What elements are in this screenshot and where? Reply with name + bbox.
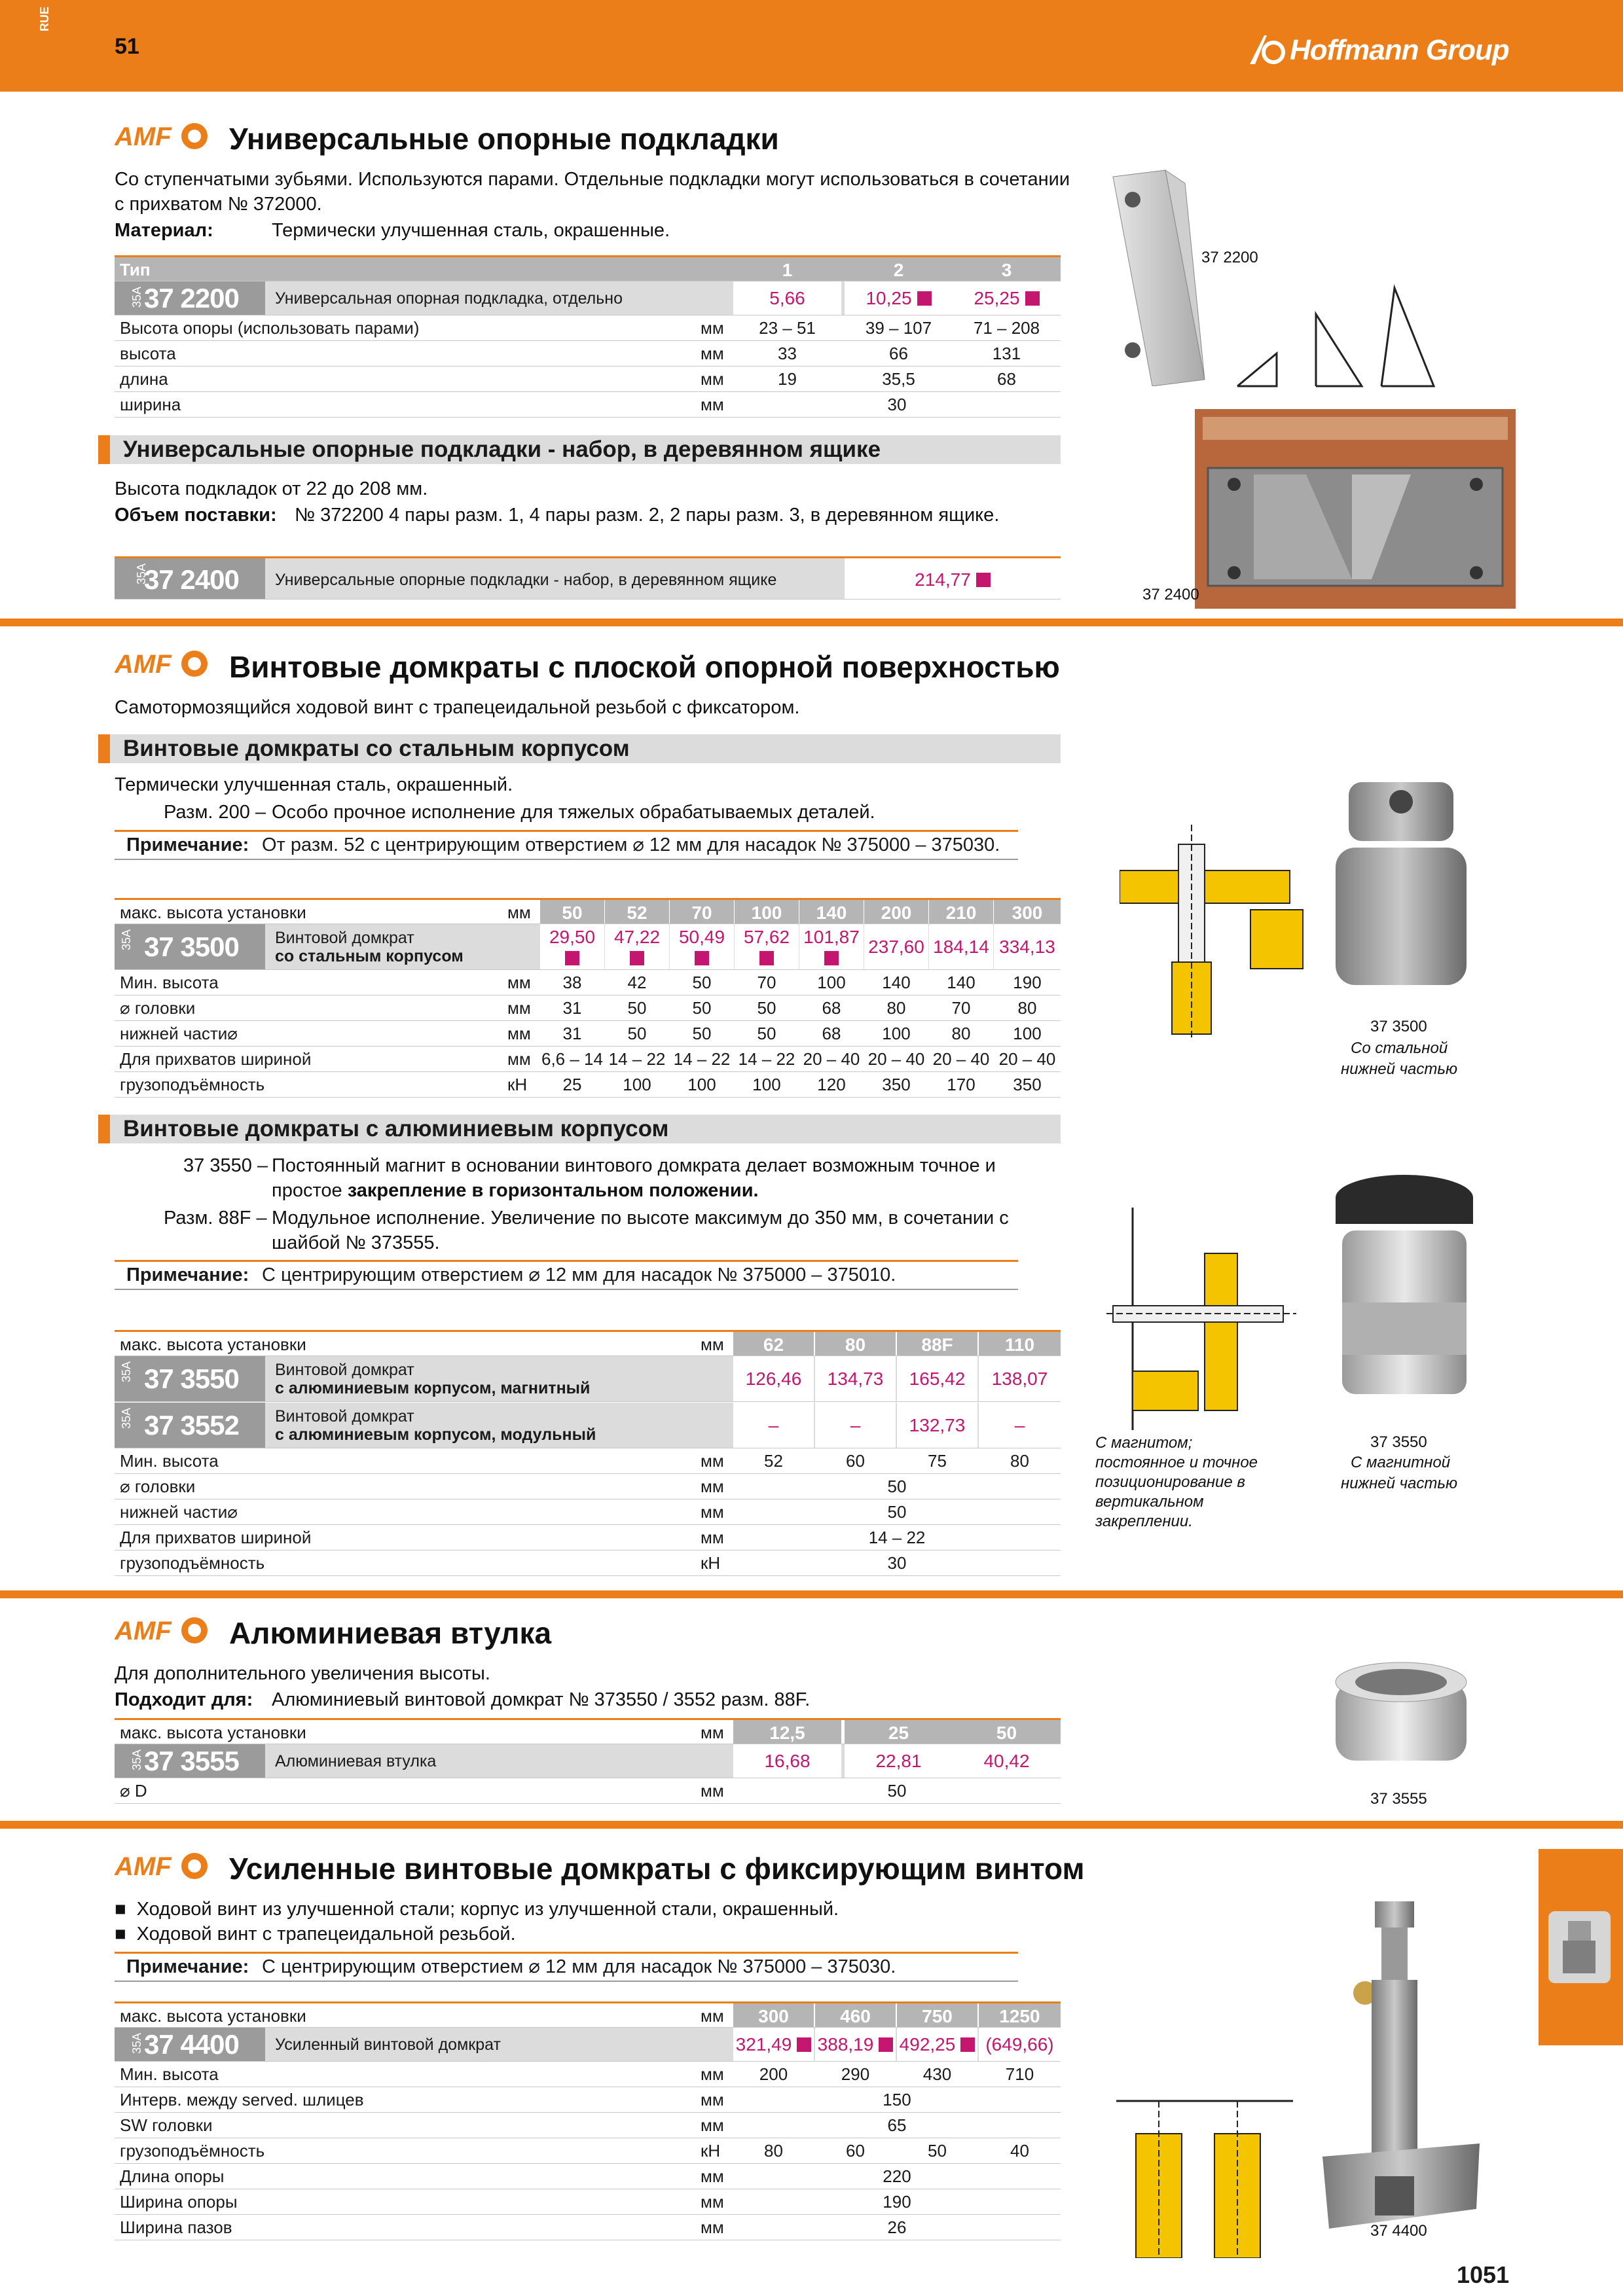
scope-label: Объем поставки: xyxy=(115,505,277,526)
col-header: 2 xyxy=(893,260,904,280)
aluminium-sleeve-image xyxy=(1332,1656,1470,1774)
image-caption: 37 3550 xyxy=(1370,1433,1427,1451)
steel-description: Термически улучшенная сталь, окрашенный. xyxy=(115,774,513,795)
size-value-2: шайбой № 373555. xyxy=(272,1232,440,1253)
product-description: Универсальная опорная подкладка, отдельно xyxy=(275,289,623,308)
variant-value-2: простое закрепление в горизонтальном положении. xyxy=(272,1180,759,1201)
price-cell: 5,66 xyxy=(733,281,841,315)
image-caption: 37 2400 xyxy=(1142,586,1199,603)
table-row: нижней части⌀ мм 50 xyxy=(115,1499,1061,1525)
section-description: Самотормозящийся ходовой винт с трапецеидальной резьбой с фиксатором. xyxy=(115,697,800,718)
table-row: высота мм 33 66 131 xyxy=(115,341,1061,367)
product-row-373552: 35A 37 3552 Винтовой домкрат с алюминиевым корпусом, модульный – – 132,73 – xyxy=(115,1403,1061,1448)
table-header-row: макс. высота установки мм 50 52 70 100 140 200 210 300 xyxy=(115,898,1061,924)
table-row: нижней части⌀ мм 31 50 50 50 68 100 80 100 xyxy=(115,1021,1061,1047)
table-row: Мин. высота мм 38 42 50 70 100 140 140 190 xyxy=(115,970,1061,996)
amf-logo-icon xyxy=(115,119,213,153)
image-caption: Со стальной xyxy=(1351,1039,1448,1057)
material-label: Материал: xyxy=(115,220,213,241)
price-cell: 50,49 xyxy=(670,924,734,969)
size-label: Разм. 200 – xyxy=(164,802,266,823)
table-row: грузоподъёмность кН 80 60 50 40 xyxy=(115,2138,1061,2164)
support-block-image xyxy=(1106,164,1211,386)
material-value: Термически улучшенная сталь, окрашенные. xyxy=(272,220,670,241)
table-row: Ширина опоры мм 190 xyxy=(115,2189,1061,2215)
section-title-aluminium-sleeve: Алюминиевая втулка xyxy=(229,1616,552,1650)
price-cell: 10,25 xyxy=(845,281,953,315)
price-cell: 29,50 xyxy=(540,924,604,969)
svg-text:AMF: AMF xyxy=(115,1852,172,1881)
table-header-row: макс. высота установки мм 300 460 750 1250 xyxy=(115,2001,1061,2028)
price-cell: 25,25 xyxy=(953,281,1061,315)
table-row: грузоподъёмность кН 25 100 100 100 120 350 170 350 xyxy=(115,1072,1061,1098)
price-cell: 334,13 xyxy=(994,924,1061,969)
table-row: ширина мм 30 xyxy=(115,392,1061,418)
table-row: Мин. высота мм 200 290 430 710 xyxy=(115,2062,1061,2087)
step-diagram-icon xyxy=(1231,281,1467,393)
diagram-caption: С магнитом; постоянное и точное позиционирование в вертикальном закреплении. xyxy=(1095,1434,1258,1530)
note-box: Примечание: С центрирующим отверстием ⌀ 12 мм для насадок № 375000 – 375030. xyxy=(115,1952,1018,1982)
section-title-support-blocks: Универсальные опорные подкладки xyxy=(229,122,779,156)
header-label: Тип xyxy=(120,260,151,279)
table-row: ⌀ D мм 50 xyxy=(115,1778,1061,1804)
section-separator xyxy=(0,1821,1623,1829)
amf-logo-icon xyxy=(115,647,213,681)
chapter-tab-icon xyxy=(1548,1911,1611,1983)
product-row-373555: 35A 37 3555 Алюминиевая втулка 16,68 22,81 40,42 xyxy=(115,1744,1061,1778)
price-cell: 57,62 xyxy=(735,924,799,969)
magnetic-jack-drawing xyxy=(1106,1208,1296,1430)
page-number-bottom: 1051 xyxy=(1457,2261,1510,2288)
table-row: Длина опоры мм 220 xyxy=(115,2164,1061,2189)
image-caption: нижней частью xyxy=(1341,1060,1458,1078)
fit-label: Подходит для: xyxy=(115,1689,253,1710)
heavy-jack-image xyxy=(1316,1901,1486,2235)
table-row: ⌀ головки мм 31 50 50 50 68 80 70 80 xyxy=(115,996,1061,1021)
image-caption: 37 2200 xyxy=(1201,249,1258,266)
variant-label: 37 3550 – xyxy=(183,1155,268,1176)
subheading-steel-body: Винтовые домкраты со стальным корпусом xyxy=(98,734,1061,763)
price-cell: 184,14 xyxy=(929,924,993,969)
section-title-heavy-jacks: Усиленные винтовые домкраты с фиксирующим винтом xyxy=(229,1852,1085,1886)
note-box: Примечание: С центрирующим отверстием ⌀ 12 мм для насадок № 375000 – 375010. xyxy=(115,1260,1018,1290)
price-cell: 47,22 xyxy=(605,924,669,969)
jack-technical-drawing xyxy=(1120,825,1309,1041)
table-header-row xyxy=(115,255,1061,281)
svg-text:AMF: AMF xyxy=(115,650,172,679)
size-value: Особо прочное исполнение для тяжелых обрабатываемых деталей. xyxy=(272,802,875,823)
amf-logo-icon xyxy=(115,1613,213,1647)
product-row-372400: 35A 37 2400 Универсальные опорные подкладки - набор, в деревянном ящике 214,77 xyxy=(115,556,1061,600)
image-caption: 37 3555 xyxy=(1370,1790,1427,1808)
hoffmann-logo-icon xyxy=(1247,33,1286,67)
price-cell: 214,77 xyxy=(845,558,1061,599)
table-row: Высота опоры (использовать парами) мм 23 – 51 39 – 107 71 – 208 xyxy=(115,315,1061,341)
svg-text:AMF: AMF xyxy=(115,1617,172,1645)
table-row: Мин. высота мм 52 60 75 80 xyxy=(115,1448,1061,1474)
wooden-case-image xyxy=(1195,409,1516,609)
article-prefix: 35A xyxy=(130,286,143,308)
image-caption: 37 3500 xyxy=(1370,1018,1427,1035)
svg-text:AMF: AMF xyxy=(115,122,172,151)
table-header-row: макс. высота установки мм 12,5 25 50 xyxy=(115,1718,1061,1744)
image-caption: нижней частью xyxy=(1341,1475,1458,1492)
image-caption: С магнитной xyxy=(1351,1454,1451,1471)
col-header: 3 xyxy=(1001,260,1012,280)
table-row: Для прихватов шириной мм 14 – 22 xyxy=(115,1525,1061,1551)
price-cell: 101,87 xyxy=(799,924,864,969)
image-caption: 37 4400 xyxy=(1370,2222,1427,2240)
case-description: Высота подкладок от 22 до 208 мм. xyxy=(115,478,428,499)
scope-value: № 372200 4 пары разм. 1, 4 пары разм. 2, 2 пары разм. 3, в деревянном ящике. xyxy=(295,505,1000,526)
col-header: 1 xyxy=(782,260,793,280)
note-box: Примечание: От разм. 52 с центрирующим отверстием ⌀ 12 мм для насадок № 375000 – 375030. xyxy=(115,830,1018,860)
section-description-2: с прихватом № 372000. xyxy=(115,194,322,215)
product-row-372200 xyxy=(115,281,1061,315)
page-number-top: 51 xyxy=(115,34,139,59)
price-cell: 237,60 xyxy=(864,924,928,969)
steel-jack-image xyxy=(1329,776,1473,992)
language-code: RUE xyxy=(38,6,51,31)
bullet-item: ■ Ходовой винт с трапецеидальной резьбой. xyxy=(115,1924,516,1945)
section-description: Для дополнительного увеличения высоты. xyxy=(115,1663,490,1684)
section-separator xyxy=(0,619,1623,626)
table-row: SW головки мм 65 xyxy=(115,2113,1061,2138)
table-row: Ширина пазов мм 26 xyxy=(115,2215,1061,2240)
size-value: Модульное исполнение. Увеличение по высоте максимум до 350 мм, в сочетании с xyxy=(272,1208,1009,1229)
brand-name: Hoffmann Group xyxy=(1290,34,1509,66)
product-row-373550: 35A 37 3550 Винтовой домкрат с алюминиевым корпусом, магнитный 126,46 134,73 165,42 138,07 xyxy=(115,1356,1061,1402)
article-number: 37 2200 xyxy=(144,283,239,314)
product-row-374400: 35A 37 4400 Усиленный винтовой домкрат 321,49 388,19 492,25 (649,66) xyxy=(115,2028,1061,2062)
subheading-aluminium-body: Винтовые домкраты с алюминиевым корпусом xyxy=(98,1115,1061,1143)
heavy-jack-drawing xyxy=(1116,2075,1293,2258)
table-row: Для прихватов шириной мм 6,6 – 14 14 – 22 14 – 22 14 – 22 20 – 40 20 – 40 20 – 40 20 – 40 xyxy=(115,1047,1061,1072)
section-description: Со ступенчатыми зубьями. Используются парами. Отдельные подкладки могут использоваться в сочетании xyxy=(115,169,1070,190)
fit-value: Алюминиевый винтовой домкрат № 373550 / 3552 разм. 88F. xyxy=(272,1689,811,1710)
bullet-item: ■ Ходовой винт из улучшенной стали; корпус из улучшенной стали, окрашенный. xyxy=(115,1899,839,1920)
table-header-row: макс. высота установки мм 62 80 88F 110 xyxy=(115,1330,1061,1356)
amf-logo-icon xyxy=(115,1849,213,1883)
subheading-case-set: Универсальные опорные подкладки - набор, в деревянном ящике xyxy=(98,435,1061,464)
section-title-screw-jacks: Винтовые домкраты с плоской опорной поверхностью xyxy=(229,650,1060,684)
section-separator xyxy=(0,1590,1623,1598)
size-label: Разм. 88F – xyxy=(164,1208,267,1229)
variant-value: Постоянный магнит в основании винтового домкрата делает возможным точное и xyxy=(272,1155,996,1176)
product-row-373500: 35A 37 3500 Винтовой домкрат со стальным корпусом 29,50 47,22 50,49 57,62 101,87 237,60 184,14 334,13 xyxy=(115,924,1061,970)
aluminium-jack-image xyxy=(1332,1172,1476,1401)
table-row: длина мм 19 35,5 68 xyxy=(115,367,1061,392)
table-row: Интерв. между served. шлицев мм 150 xyxy=(115,2087,1061,2113)
table-row: грузоподъёмность кН 30 xyxy=(115,1551,1061,1576)
table-row: ⌀ головки мм 50 xyxy=(115,1474,1061,1499)
